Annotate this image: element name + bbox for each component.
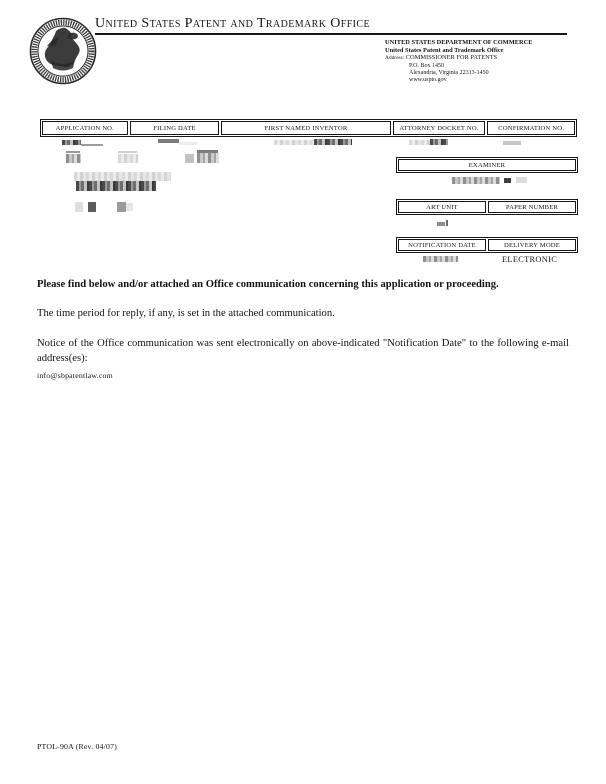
address-value: COMMISSIONER FOR PATENTS xyxy=(405,54,498,62)
redacted-filing-date-2 xyxy=(179,142,197,145)
redacted-notification-date xyxy=(423,256,458,262)
redacted-inventor xyxy=(274,140,314,145)
col-filing-date: FILING DATE xyxy=(130,121,220,135)
redacted-address-line2 xyxy=(76,181,156,191)
uspto-office-line: United States Patent and Trademark Office xyxy=(385,46,504,54)
redacted-examiner-name-3 xyxy=(516,177,527,183)
uspto-seal-icon xyxy=(29,12,99,90)
paper-number-label: PAPER NUMBER xyxy=(488,201,576,213)
col-application-no: APPLICATION NO. xyxy=(42,121,128,135)
art-unit-paper-number-box xyxy=(396,199,578,215)
col-first-named-inventor: FIRST NAMED INVENTOR xyxy=(221,121,390,135)
examiner-box xyxy=(396,157,578,173)
city-line: Alexandria, Virginia 22313-1450 xyxy=(409,69,489,76)
redacted-address-line1 xyxy=(74,172,171,181)
electronic-notice-paragraph: Notice of the Office communication was sent electronically on above-indicated "Notification Date" to the following e-mail address(es): xyxy=(37,338,569,364)
notification-delivery-box xyxy=(396,237,578,253)
redacted-art-unit xyxy=(437,222,445,226)
notification-date-label: NOTIFICATION DATE xyxy=(398,239,486,251)
application-info-table xyxy=(40,119,577,137)
redacted-block xyxy=(66,151,80,153)
redacted-block xyxy=(118,154,138,163)
address-line xyxy=(385,54,600,63)
redacted-docket-no xyxy=(409,140,430,145)
page-title: United States Patent and Trademark Office xyxy=(95,16,370,31)
agency-address-block xyxy=(385,39,600,84)
notification-email: info@sbpatentlaw.com xyxy=(37,371,113,380)
office-communication-notice: Please find below and/or attached an Office communication concerning this application or proceeding. xyxy=(37,279,499,290)
art-unit-label: ART UNIT xyxy=(398,201,486,213)
redacted-block xyxy=(66,154,81,163)
redacted-block xyxy=(117,202,126,212)
delivery-mode-value: ELECTRONIC xyxy=(502,255,558,264)
examiner-label: EXAMINER xyxy=(398,159,576,171)
dept-of-commerce-line: UNITED STATES DEPARTMENT OF COMMERCE xyxy=(385,39,533,46)
redacted-block xyxy=(118,151,137,153)
redacted-block xyxy=(126,203,133,211)
redacted-examiner-name-2 xyxy=(504,178,511,183)
redacted-inventor-2 xyxy=(314,139,352,145)
title-rule xyxy=(95,33,567,35)
redacted-application-no-2 xyxy=(81,144,103,146)
form-number: PTOL-90A (Rev. 04/07) xyxy=(37,742,117,751)
po-box-line: P.O. Box 1450 xyxy=(409,62,445,69)
reply-period-line: The time period for reply, if any, is set in the attached communication. xyxy=(37,308,335,319)
redacted-block xyxy=(75,202,83,212)
redacted-filing-date xyxy=(158,139,179,143)
redacted-art-unit-2 xyxy=(446,220,448,226)
redacted-block xyxy=(197,153,219,163)
redacted-block xyxy=(88,202,96,212)
redacted-application-no xyxy=(62,140,81,145)
redacted-examiner-name xyxy=(452,177,500,184)
col-attorney-docket-no: ATTORNEY DOCKET NO. xyxy=(393,121,486,135)
address-label: Address: xyxy=(385,55,405,62)
redacted-block xyxy=(185,154,194,163)
website-line: www.uspto.gov xyxy=(409,76,447,83)
delivery-mode-label: DELIVERY MODE xyxy=(488,239,576,251)
redacted-docket-no-2 xyxy=(430,139,448,145)
col-confirmation-no: CONFIRMATION NO. xyxy=(487,121,575,135)
redacted-confirmation-no xyxy=(503,141,521,145)
